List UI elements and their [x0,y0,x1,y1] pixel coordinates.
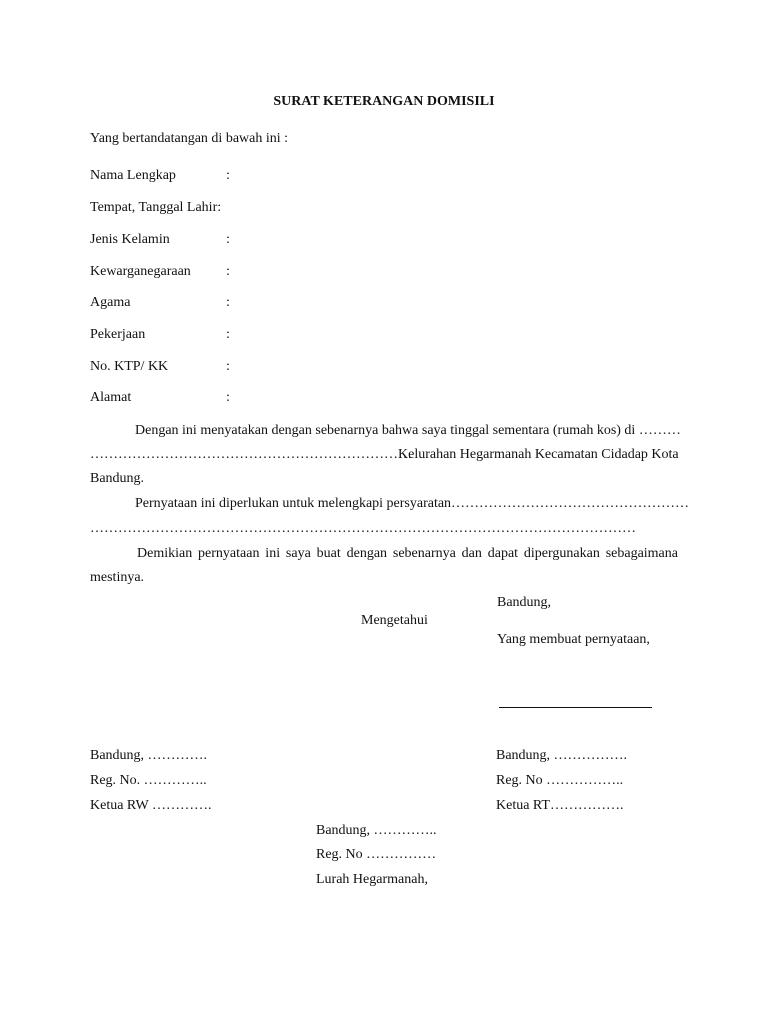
para3-line1: Demikian pernyataan ini saya buat dengan sebenarnya dan dapat dipergunakan sebagaimana [137,546,678,561]
field-label-agama: Agama [90,295,131,310]
lurah-city-date: Bandung, ………….. [316,823,437,838]
intro-text: Yang bertandatangan di bawah ini : [90,131,289,146]
field-colon-ktp: : [226,359,230,374]
field-label-pekerjaan: Pekerjaan [90,327,146,342]
field-colon-nama: : [226,168,230,183]
para2-line1-text: Pernyataan ini diperlukan untuk melengkapi persyaratan [135,496,452,511]
para2-line2-dots: ……………………………………………………………………………………………………… [90,521,636,536]
rw-city-date: Bandung, …………. [90,748,208,763]
field-label-kewarganegaraan: Kewarganegaraan [90,264,191,279]
field-colon-alamat: : [226,390,230,405]
field-colon-jenis-kelamin: : [226,232,230,247]
signature-line [499,707,652,708]
lurah-title: Lurah Hegarmanah, [316,872,428,887]
field-label-nama: Nama Lengkap [90,168,176,183]
field-colon-pekerjaan: : [226,327,230,342]
para1-line2-text: Kelurahan Hegarmanah Kecamatan Cidadap Kota [398,447,679,462]
lurah-reg-no: Reg. No …………… [316,847,437,862]
field-colon-agama: : [226,295,230,310]
field-label-jenis-kelamin: Jenis Kelamin [90,232,170,247]
rw-reg-no: Reg. No. ………….. [90,773,207,788]
rt-title: Ketua RT……………. [496,798,624,813]
maker-city: Bandung, [497,595,552,610]
para1-line1: Dengan ini menyatakan dengan sebenarnya bahwa saya tinggal sementara (rumah kos) di ……… [135,423,681,438]
para2-line1-dots: …………………………………………… [451,496,689,511]
field-label-ttl: Tempat, Tanggal Lahir: [90,200,222,215]
acknowledge-label: Mengetahui [361,613,428,628]
field-label-alamat: Alamat [90,390,132,405]
maker-label: Yang membuat pernyataan, [497,632,650,647]
letter-title: SURAT KETERANGAN DOMISILI [273,94,495,109]
rt-reg-no: Reg. No …………….. [496,773,624,788]
field-label-ktp: No. KTP/ KK [90,359,169,374]
rw-title: Ketua RW …………. [90,798,212,813]
rt-city-date: Bandung, ……………. [496,748,628,763]
para1-line3: Bandung. [90,471,145,486]
para3-line2: mestinya. [90,570,145,585]
para1-line2-dots: …………………………………………………………… [90,447,412,462]
field-colon-kewarganegaraan: : [226,264,230,279]
